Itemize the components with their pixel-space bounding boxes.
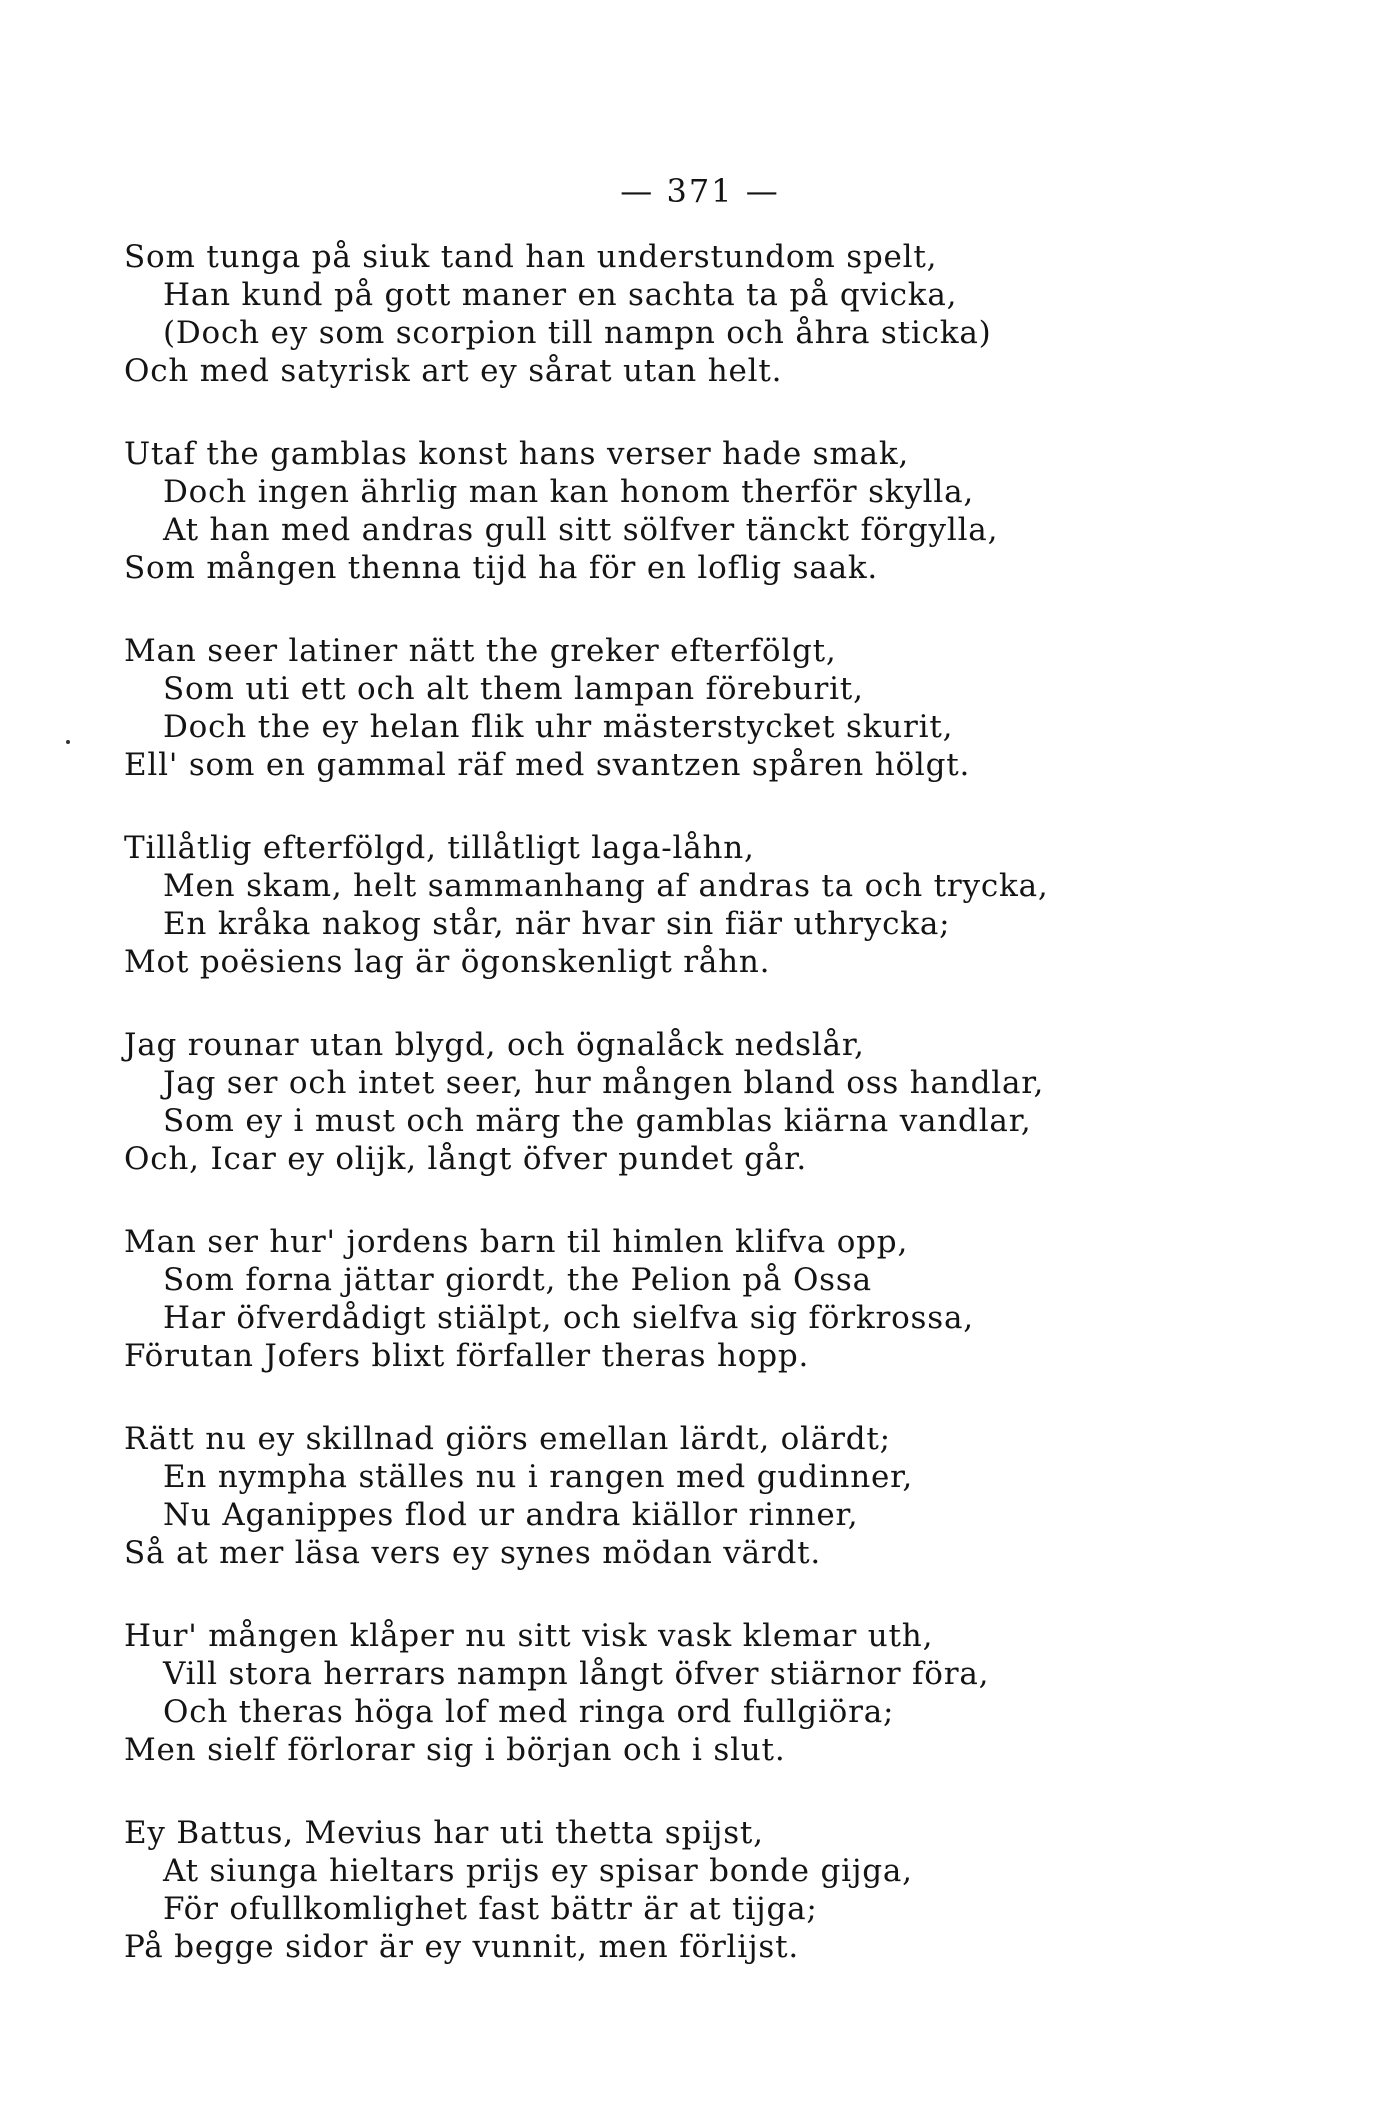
verse-line: Hur' mången klåper nu sitt visk vask klemar uth, bbox=[124, 1618, 934, 1654]
verse-line: Och, Icar ey olijk, långt öfver pundet går. bbox=[124, 1141, 807, 1177]
verse-line: (Doch ey som scorpion till nampn och åhra sticka) bbox=[163, 315, 992, 351]
verse-line: Ey Battus, Mevius har uti thetta spijst, bbox=[124, 1815, 764, 1851]
stanza bbox=[124, 1617, 1124, 1814]
stanza bbox=[124, 1223, 1124, 1420]
stanza bbox=[124, 238, 1124, 435]
verse-line: Men sielf förlorar sig i början och i slut. bbox=[124, 1732, 786, 1768]
verse-line: Man ser hur' jordens barn til himlen klifva opp, bbox=[124, 1224, 909, 1260]
verse-line: Man seer latiner nätt the greker efterfölgt, bbox=[124, 633, 837, 669]
stanza bbox=[124, 829, 1124, 1026]
ink-speck bbox=[66, 740, 70, 744]
verse-line: Och med satyrisk art ey sårat utan helt. bbox=[124, 353, 783, 389]
verse-line: Rätt nu ey skillnad giörs emellan lärdt, olärdt; bbox=[124, 1421, 891, 1457]
verse-line: Jag rounar utan blygd, och ögnalåck nedslår, bbox=[124, 1027, 865, 1063]
verse-line: Som mången thenna tijd ha för en loflig saak. bbox=[124, 550, 879, 586]
verse-line: På begge sidor är ey vunnit, men förlijst. bbox=[124, 1929, 800, 1965]
verse-line: Doch the ey helan flik uhr mästerstycket skurit, bbox=[163, 709, 954, 745]
verse-line: Vill stora herrars nampn långt öfver stiärnor föra, bbox=[163, 1656, 990, 1692]
verse-line: Jag ser och intet seer, hur mången bland oss handlar, bbox=[163, 1065, 1045, 1101]
stanza bbox=[124, 435, 1124, 632]
verse-line: Förutan Jofers blixt förfaller theras hopp. bbox=[124, 1338, 810, 1374]
verse-line: Doch ingen ährlig man kan honom therför skylla, bbox=[163, 474, 975, 510]
verse-line: Som forna jättar giordt, the Pelion på Ossa bbox=[163, 1262, 872, 1298]
verse-line: Han kund på gott maner en sachta ta på qvicka, bbox=[163, 277, 958, 313]
verse-line: Har öfverdådigt stiälpt, och sielfva sig förkrossa, bbox=[163, 1300, 974, 1336]
verse-line: En kråka nakog står, när hvar sin fiär uthrycka; bbox=[163, 906, 951, 942]
stanza bbox=[124, 632, 1124, 829]
verse-line: Som uti ett och alt them lampan föreburit, bbox=[163, 671, 864, 707]
verse-line: Som ey i must och märg the gamblas kiärna vandlar, bbox=[163, 1103, 1032, 1139]
stanza bbox=[124, 1420, 1124, 1617]
verse-line: Men skam, helt sammanhang af andras ta och trycka, bbox=[163, 868, 1049, 904]
verse-line: Utaf the gamblas konst hans verser hade smak, bbox=[124, 436, 910, 472]
verse-line: Och theras höga lof med ringa ord fullgiöra; bbox=[163, 1694, 895, 1730]
stanza bbox=[124, 1814, 1124, 2011]
verse-line: Som tunga på siuk tand han understundom spelt, bbox=[124, 239, 938, 275]
verse-line: Mot poësiens lag är ögonskenligt råhn. bbox=[124, 944, 771, 980]
stanza bbox=[124, 1026, 1124, 1223]
verse-line: Ell' som en gammal räf med svantzen spåren hölgt. bbox=[124, 747, 971, 783]
verse-line: At siunga hieltars prijs ey spisar bonde gijga, bbox=[163, 1853, 913, 1889]
verse-line: Tillåtlig efterfölgd, tillåtligt laga-låhn, bbox=[124, 830, 755, 866]
poem bbox=[124, 238, 1124, 2011]
verse-line: För ofullkomlighet fast bättr är at tijga; bbox=[163, 1891, 818, 1927]
verse-line: Nu Aganippes flod ur andra kiällor rinner, bbox=[163, 1497, 859, 1533]
verse-line: Så at mer läsa vers ey synes mödan värdt. bbox=[124, 1535, 822, 1571]
page-number: — 371 — bbox=[620, 172, 780, 210]
verse-line: At han med andras gull sitt sölfver tänckt förgylla, bbox=[163, 512, 999, 548]
verse-line: En nympha ställes nu i rangen med gudinner, bbox=[163, 1459, 914, 1495]
